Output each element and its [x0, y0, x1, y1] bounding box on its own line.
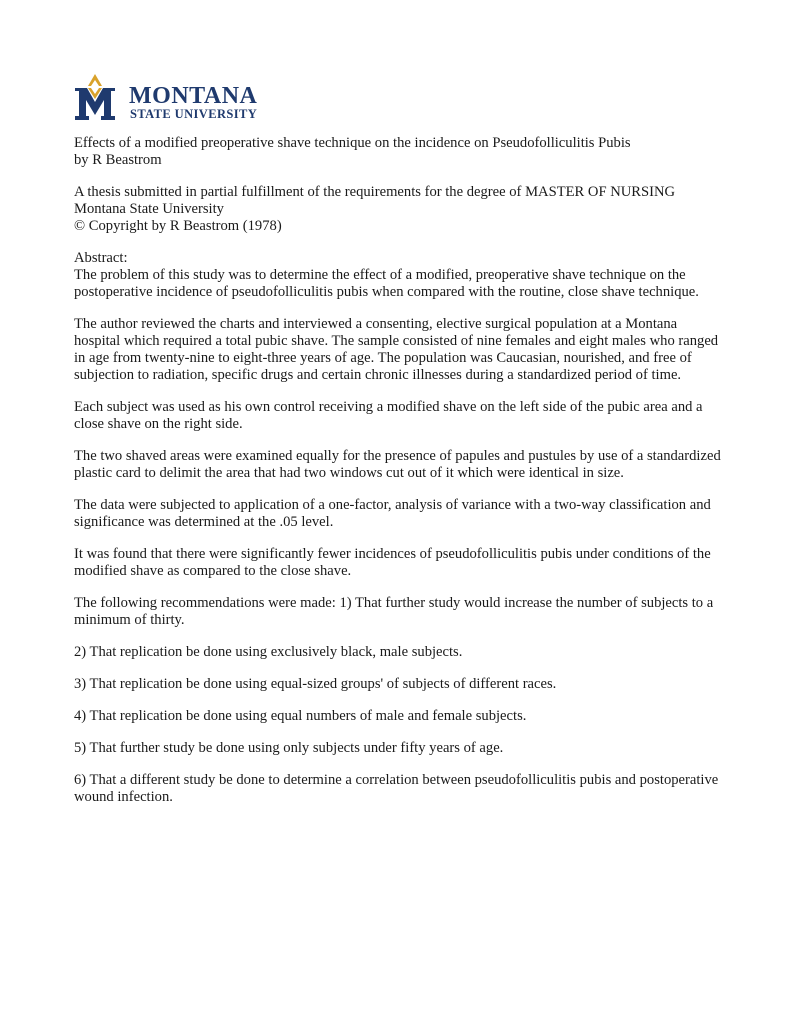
copyright-line: © Copyright by R Beastrom (1978) [74, 218, 282, 234]
abstract-paragraph: Each subject was used as his own control receiving a modified shave on the left side of the pubic area and a close shave on the right side. [74, 399, 703, 432]
logo-navy-m [75, 88, 115, 120]
abstract-paragraph: It was found that there were significantly fewer incidences of pseudofolliculitis pubis under conditions of the modified shave as compared to the close shave. [74, 546, 711, 579]
recommendation-item: 2) That replication be done using exclusively black, male subjects. [74, 644, 463, 660]
title-block [74, 135, 724, 169]
msu-logo [73, 72, 273, 124]
thesis-author: by R Beastrom [74, 152, 162, 168]
logo-wordmark-sub: STATE UNIVERSITY [130, 107, 258, 121]
thesis-title: Effects of a modified preoperative shave technique on the incidence on Pseudofolliculitis Pubis [74, 135, 631, 151]
degree-statement: A thesis submitted in partial fulfillment of the requirements for the degree of MASTER OF NURSING [74, 184, 676, 200]
recommendation-item: 5) That further study be done using only subjects under fifty years of age. [74, 740, 504, 756]
thesis-info-block [74, 184, 724, 235]
abstract-paragraph: The problem of this study was to determine the effect of a modified, preoperative shave technique on the postoperative incidence of pseudofolliculitis pubis when compared with the routine, close shave technique. [74, 267, 699, 300]
msu-logo-mark [73, 72, 273, 124]
recommendation-item: 4) That replication be done using equal numbers of male and female subjects. [74, 708, 527, 724]
abstract-section [74, 250, 724, 806]
abstract-paragraph: The two shaved areas were examined equally for the presence of papules and pustules by use of a standardized plastic card to delimit the area that had two windows cut out of it which were identical in size. [74, 448, 721, 481]
recommendation-item: 3) That replication be done using equal-sized groups' of subjects of different races. [74, 676, 557, 692]
abstract-paragraph: The author reviewed the charts and interviewed a consenting, elective surgical population at a Montana hospital which required a total pubic shave. The sample consisted of nine females and eight males who ranged in age from twenty-nine to eight-three years of age. The population was Caucasian, nourished, and free of subjection to radiation, specific drugs and certain chronic illnesses during a standardized period of time. [74, 316, 719, 383]
document-body [74, 135, 724, 821]
recommendation-item: 6) That a different study be done to determine a correlation between pseudofolliculitis pubis and postoperative wound infection. [74, 772, 719, 805]
abstract-heading: Abstract: [74, 250, 128, 266]
institution-name: Montana State University [74, 201, 224, 217]
logo-wordmark-main: MONTANA [129, 83, 258, 109]
logo-gold-peak [88, 74, 102, 86]
abstract-paragraph: The following recommendations were made: 1) That further study would increase the number of subjects to a minimum of thirty. [74, 595, 714, 628]
abstract-paragraph: The data were subjected to application of a one-factor, analysis of variance with a two-way classification and significance was determined at the .05 level. [74, 497, 711, 530]
